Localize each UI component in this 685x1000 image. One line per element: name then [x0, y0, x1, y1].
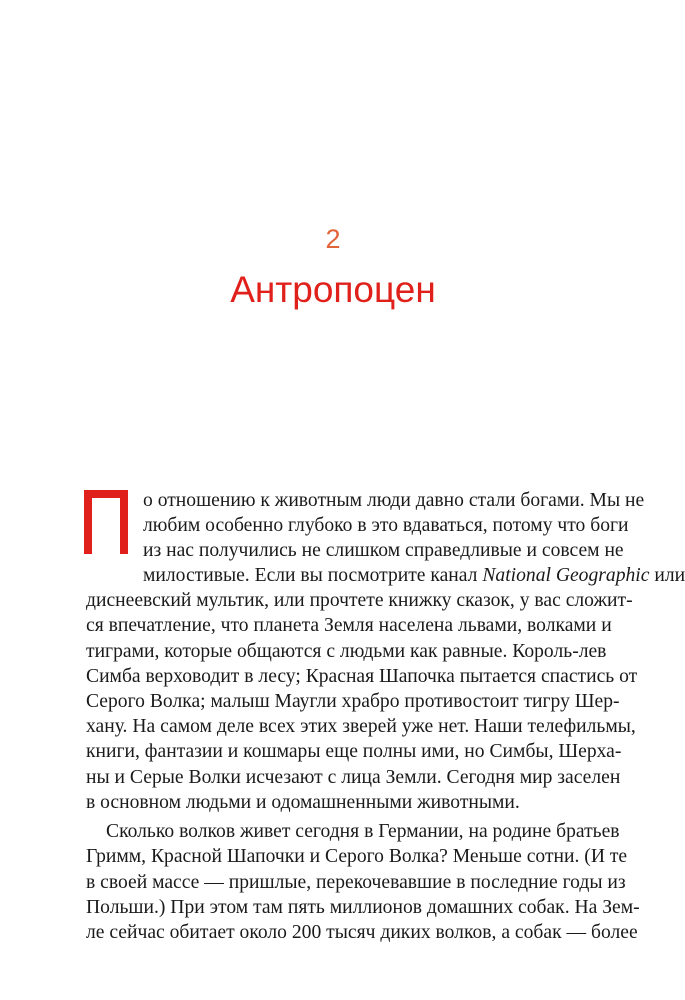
text-line: милостивые. Если вы посмотрите канал National Geographic или	[143, 565, 685, 586]
text-line: Симба верховодит в лесу; Красная Шапочка пытается спастись от	[86, 666, 638, 687]
text-line: Сколько волков живет сегодня в Германии, на родине братьев	[106, 821, 620, 842]
chapter-number: 2	[325, 224, 341, 254]
text-line: Польши.) При этом там пять миллионов домашних собак. На Зем-	[86, 897, 640, 918]
text-line: о отношению к животным люди давно стали богами. Мы не	[143, 490, 645, 511]
text-line: ле сейчас обитает около 200 тысяч диких волков, а собак — более	[86, 922, 638, 943]
drop-cap-letter-shape	[78, 486, 134, 556]
text-line: тиграми, которые общаются с людьми как равные. Король-лев	[86, 641, 607, 662]
text-line: из нас получились не слишком справедливые и совсем не	[143, 540, 624, 561]
drop-cap	[78, 486, 134, 556]
text-line: диснеевский мультик, или прочтете книжку сказок, у вас сложит-	[86, 590, 633, 611]
text-line: Гримм, Красной Шапочки и Серого Волка? Меньше сотни. (И те	[86, 846, 628, 867]
text-line: в основном людьми и одомашненными животными.	[86, 792, 520, 813]
text-line: хану. На самом деле всех этих зверей уже нет. Наши телефильмы,	[86, 716, 636, 737]
text-line: книги, фантазии и кошмары еще полны ими, но Симбы, Шерха-	[86, 741, 622, 762]
text-line: в своей массе — пришлые, перекочевавшие в последние годы из	[86, 872, 626, 893]
text-line: ся впечатление, что планета Земля населена львами, волками и	[86, 615, 612, 636]
chapter-title: Антропоцен	[230, 269, 436, 310]
text-line: любим особенно глубоко в это вдаваться, потому что боги	[143, 515, 629, 536]
text-line: Серого Волка; малыш Маугли храбро противостоит тигру Шер-	[86, 691, 620, 712]
text-line: ны и Серые Волки исчезают с лица Земли. Сегодня мир заселен	[86, 767, 621, 788]
